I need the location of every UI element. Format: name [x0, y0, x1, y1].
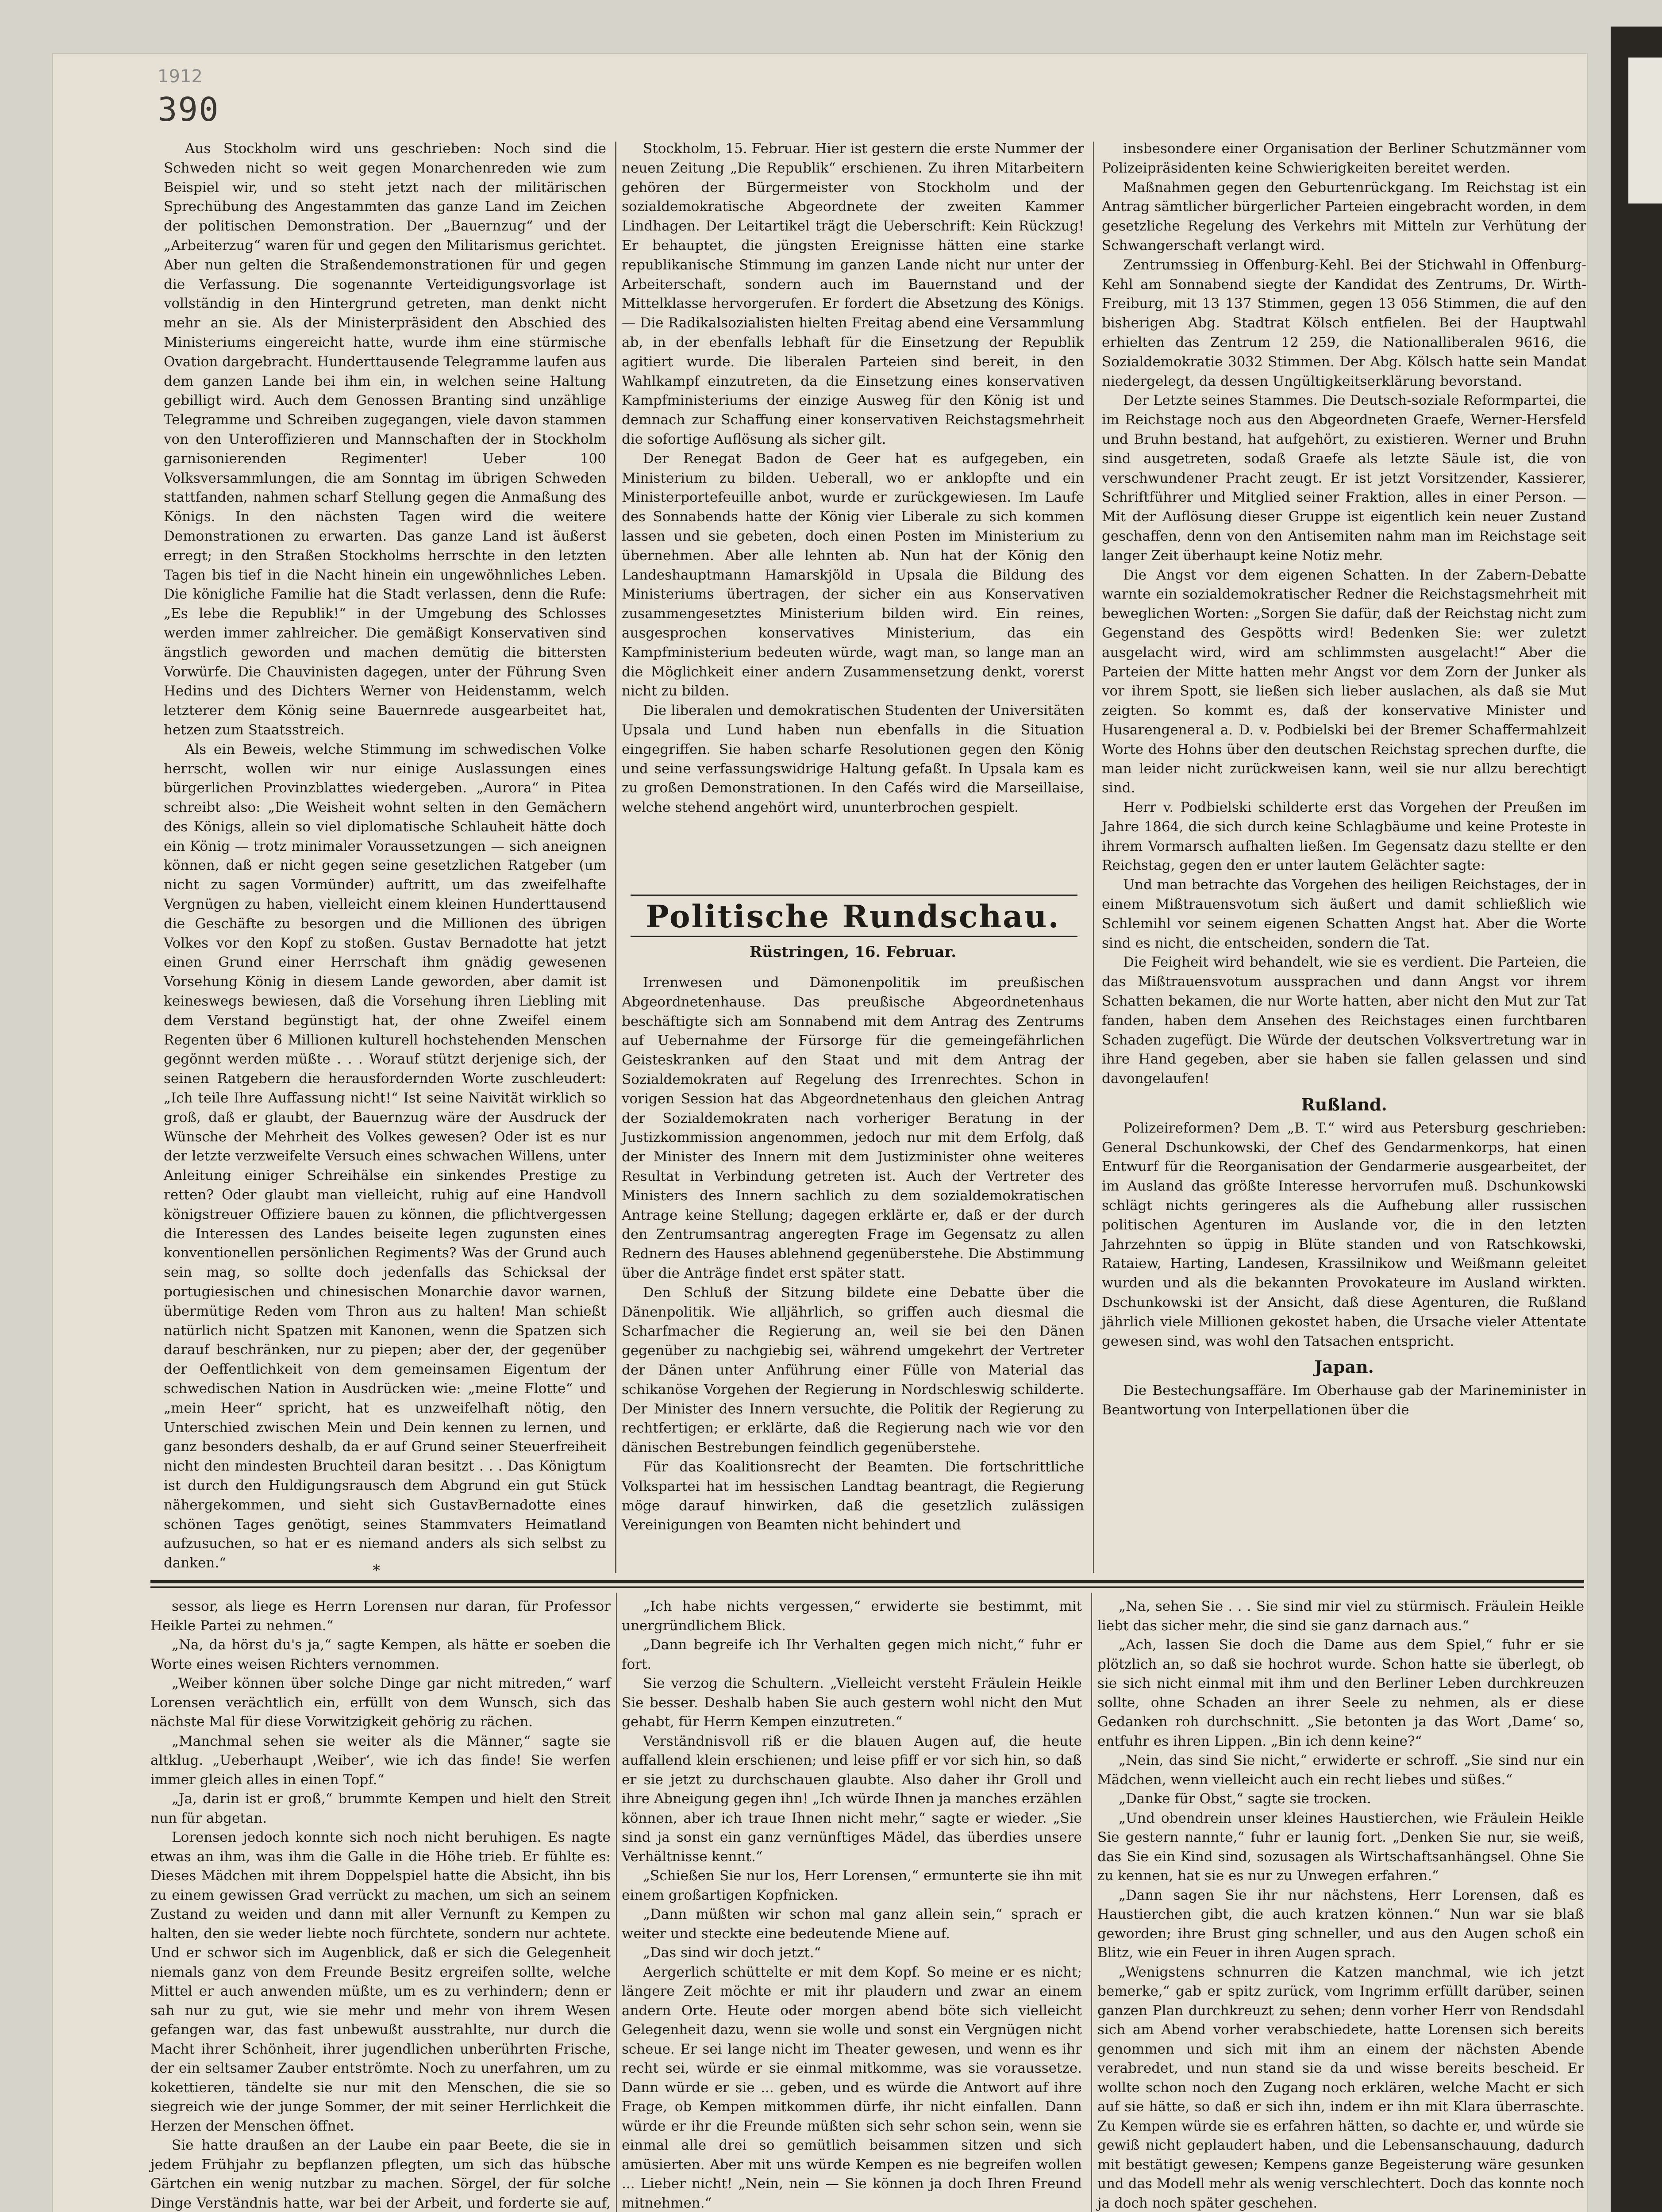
paragraph: „Ach, lassen Sie doch die Dame aus dem Spiel,“ fuhr er sie plötzlich an, so daß sie hochrot wurde. Schon hatte sie überlegt, ob sie sich nicht einmal mit ihm und den Berliner Leben durchkreuzen sollte, ohne Schaden an ihrer Seele zu nehmen, als er diese Gedanken roh durchschnitt. „Sie betonten ja das Wort ‚Dame‘ so, entfuhr es ihren Lippen. „Bin ich denn keine?“ — [1097, 1637, 1584, 1749]
adjacent-page-paper — [1628, 58, 1662, 204]
page-stamp: 1912 — [158, 66, 203, 87]
section-star: * — [373, 1562, 380, 1579]
paragraph: Herr v. Podbielski schilderte erst das Vorgehen der Preußen im Jahre 1864, die sich durch keine Schlagbäume und keine Proteste in ihrem Vormarsch aufhalten ließen. Im Gegensatz dazu stellte er den Reichstag, gegen den er unter lautem Gelächter sagte: — [1102, 799, 1586, 874]
politische-rundschau-title: Politische Rundschau. — [646, 898, 1060, 935]
paragraph: „Na, da hörst du's ja,“ sagte Kempen, als hätte er soeben die Worte eines weisen Richters vernommen. — [150, 1637, 611, 1672]
paragraph: „Nein, das sind Sie nicht,“ erwiderte er schroff. „Sie sind nur ein Mädchen, wenn vielleicht auch ein recht liebes und süßes.“ — [1097, 1752, 1584, 1788]
paragraph: „Dann begreife ich Ihr Verhalten gegen mich nicht,“ fuhr er fort. — [622, 1637, 1082, 1672]
paragraph: „Das sind wir doch jetzt.“ — [643, 1945, 821, 1961]
paragraph: „Manchmal sehen sie weiter als die Männer,“ sagte sie altklug. „Ueberhaupt ‚Weiber‘, wie ich das finde! Sie werfen immer gleich alles in einen Topf.“ — [150, 1733, 611, 1788]
paragraph: Den Schluß der Sitzung bildete eine Debatte über die Dänenpolitik. Wie alljährlich, so griffen auch diesmal die Scharfmacher die Regierung an, weil sie bei den Dänen gegenüber zu nachgiebig sei, während umgekehrt der Vertreter der Dänen unter Anführung einer Fülle von Material das schikanöse Vorgehen der Regierung in Nordschleswig schilderte. Der Minister des Innern versuchte, die Politik der Regierung zu rechtfertigen; er erklärte, daß die Regierung nach wie vor den dänischen Bestrebungen feindlich gegenüberstehe. — [622, 1284, 1084, 1456]
paragraph: „Na, sehen Sie . . . Sie sind mir viel zu stürmisch. Fräulein Heikle liebt das sicher mehr, die sind sie ganz darnach aus.“ — [1097, 1598, 1584, 1634]
paragraph: Die liberalen und demokratischen Studenten der Universitäten Upsala und Lund haben nun ebenfalls in die Situation eingegriffen. Sie haben scharfe Resolutionen gegen den König und seine verfassungswidrige Haltung gefaßt. In Upsala kam es zu großen Demonstrationen. In den Cafés wird die Marseillaise, welche stehend angehört wird, ununterbrochen gespielt. — [622, 703, 1084, 816]
paragraph: „Wenigstens schnurren die Katzen manchmal, wie ich jetzt bemerke,“ gab er spitz zurück, vom Ingrimm erfüllt darüber, seinen ganzen Plan durchkreuzt zu sehen; denn vorher Herr von Rendsdahl sich am Abend vorher verabschiedete, hatte Lorensen sich bereits genommen und sich mit ihm an einem der nächsten Abende verabredet, und nun stand sie da und wisse bereits bescheid. Er wollte schon noch den Zugang noch erklären, welche Macht er sich auf sie hätte, so daß er sich ihn, indem er ihn mit Klara überraschte. Zu Kempen würde sie es erfahren hätten, so dachte er, und würde sie gewiß nicht geplaudert haben, und die Lebensanschauung, dadurch mit bestätigt gewesen; Kempens ganze Begeisterung wäre gesunken und das Modell mehr als wenig verschlechtert. Doch das konnte noch ja doch noch später geschehen. — [1097, 1964, 1584, 2211]
rundschau-column — [622, 973, 1084, 1535]
paragraph: Für das Koalitionsrecht der Beamten. Die fortschrittliche Volkspartei hat im hessischen Landtag beantragt, die Regierung möge darauf hinwirken, daß die gesetzlich zulässigen Vereinigungen von Beamten nicht behindert und — [622, 1459, 1084, 1533]
paragraph: Der Renegat Badon de Geer hat es aufgegeben, ein Ministerium zu bilden. Ueberall, wo er anklopfte und ein Ministerportefeuille anbot, wurde er zurückgewiesen. Im Laufe des Sonnabends hatte der König vier Liberale zu sich kommen lassen und sie gebeten, doch einen Posten im Ministerium zu übernehmen. Aber alle lehnten ab. Nun hat der König den Landeshauptmann Hamarskjöld in Upsala die Bildung des Ministeriums übertragen, der sicher ein aus Konservativen zusammengesetztes Ministerium bilden wird. Ein reines, ausgesprochen konservatives Ministerium, das ein Kampfministerium bedeuten würde, wagt man, so lange man an die Möglichkeit einer andern Zusammensetzung denkt, vorerst nicht zu bilden. — [622, 450, 1084, 699]
paragraph: insbesondere einer Organisation der Berliner Schutzmänner vom Polizeipräsidenten keine Schwierigkeiten bereitet werden. — [1102, 141, 1586, 176]
japan-title: Japan. — [1314, 1357, 1374, 1377]
paragraph: Aergerlich schüttelte er mit dem Kopf. So meine er es nicht; längere Zeit möchte er mit ihr plaudern und zwar an einem andern Orte. Heute oder morgen abend böte sich vielleicht Gelegenheit dazu, wenn sie wolle und sonst ein Vergnügen nicht scheue. Er sei lange nicht im Theater gewesen, und wenn es ihr recht sei, würde er sie einmal mitkomme, was sie voraussetze. Dann würde er sie ... geben, und es würde die Antwort auf ihre Frage, ob Kempen mitkommen dürfe, ihr nicht einfallen. Dann würde er ihr die Freunde müßten sich sehr schon sein, wenn sie einmal alle drei so gemütlich beisammen sitzen und sich amüsierten. Aber mit uns würde Kempen es nie begreifen wollen ... Lieber nicht! „Nein, nein — Sie können ja doch Ihren Freund mitnehmen.“ — [622, 1964, 1082, 2211]
paragraph: Zentrumssieg in Offenburg-Kehl. Bei der Stichwahl in Offenburg-Kehl am Sonnabend siegte der Kandidat des Zentrums, Dr. Wirth-Freiburg, mit 13 137 Stimmen, gegen 13 056 Stimmen, die auf den bisherigen Abg. Stadtrat Kölsch entfielen. Bei der Hauptwahl erhielten das Zentrum 12 259, die Nationalliberalen 9616, die Sozialdemokratie 3032 Stimmen. Der Abg. Kölsch hatte sein Mandat niedergelegt, da dessen Ungültigkeitserklärung bevorstand. — [1102, 257, 1586, 389]
paragraph: Die Bestechungsaffäre. Im Oberhause gab der Marineminister in Beantwortung von Interpellationen über die — [1102, 1382, 1586, 1418]
paragraph: Lorensen jedoch konnte sich noch nicht beruhigen. Es nagte etwas an ihm, was ihm die Galle in die Höhe trieb. Er fühlte es: Dieses Mädchen mit ihrem Doppelspiel hatte die Absicht, ihn bis zu einem gewissen Grad verrückt zu machen, um sich an seinem Zustand zu weiden und dann mit aller Vernunft zu Kempen zu halten, den sie weder liebte noch fürchtete, sondern nur achtete. Und er schwor sich im Augenblick, daß er sich die Gelegenheit niemals ganz von dem Freunde Besitz ergreifen sollte, welche Mittel er auch anwenden müßte, um es zu verhindern; denn er sah nur zu gut, wie sie mehr und mehr von ihrem Wesen gefangen war, das fast unbewußt ausstrahlte, nur durch die Macht ihrer Schönheit, ihrer jugendlichen unberührten Frische, der ein seltsamer Zauber entströmte. Noch zu unerfahren, um zu kokettieren, tändelte sie nur mit den Menschen, die sie so siegreich wie der junge Sommer, der mit seiner Herrlichkeit die Herzen der Menschen öffnet. — [150, 1829, 611, 2134]
paragraph: Sie verzog die Schultern. „Vielleicht versteht Fräulein Heikle Sie besser. Deshalb haben Sie auch gestern wohl nicht den Mut gehabt, für Herrn Kempen einzutreten.“ — [622, 1675, 1082, 1730]
feuilleton-rule-thin — [150, 1586, 1584, 1588]
paragraph: Verständnisvoll riß er die blauen Augen auf, die heute auffallend klein erschienen; und leise pfiff er vor sich hin, so daß er sie jetzt zu durchschauen glaubte. Also daher ihr Groll und ihre Abneigung gegen ihn! „Ich würde Ihnen ja manches erzählen können, aber ich traue Ihnen nicht mehr,“ sagte er wieder. „Sie sind ja sonst ein ganz vernünftiges Mädel, das überdies unsere Verhältnisse kennt.“ — [622, 1733, 1082, 1865]
adjacent-page-edge — [1611, 27, 1662, 2212]
column-divider — [1091, 1593, 1092, 2212]
paragraph: „Weiber können über solche Dinge gar nicht mitreden,“ warf Lorensen verächtlich ein, erfüllt von dem Wunsch, sich das nächste Mal für diese Vorwitzigkeit gehörig zu rächen. — [150, 1675, 611, 1730]
paragraph: Als ein Beweis, welche Stimmung im schwedischen Volke herrscht, wollen wir nur einige Auslassungen eines bürgerlichen Provinzblattes wiedergeben. „Aurora“ in Pitea schreibt also: „Die Weisheit wohnt selten in den Gemächern des Königs, allein so viel diplomatische Schlauheit hätte doch ein König — trotz minimaler Voraussetzungen — sich aneignen können, daß er nicht gegen seine gesetzlichen Ratgeber (um nicht zu sagen Vormünder) auftritt, um das zweifelhafte Vergnügen zu haben, vielleicht einem kleinen Hunderttausend die Geschäfte zu besorgen und die Millionen des übrigen Volkes vor den Kopf zu stoßen. Gustav Bernadotte hat jetzt einen Grund einer Herrschaft ihm gnädig gewesenen Vorsehung König in diesem Lande geworden, aber damit ist keineswegs bewiesen, daß die Vorsehung ihren Liebling mit dem Verstand begünstigt hat, der ohne Zweifel einem Regenten über 6 Millionen kulturell hochstehenden Menschen gegönnt werden müßte . . . Worauf stützt derjenige sich, der seinen Ratgebern die herausfordernden Worte zuschleudert: „Ich teile Ihre Auffassung nicht!“ Ist seine Naivität wirklich so groß, daß er glaubt, der Bauernzug wäre der Ausdruck der Wünsche der Mehrheit des Volkes gewesen? Oder ist es nur der letzte verzweifelte Versuch eines schwachen Willens, unter Anleitung einiger Schreihälse ein sinkendes Prestige zu retten? Oder glaubt man vielleicht, ruhig auf eine Handvoll königstreuer Offiziere bauen zu können, die pflichtvergessen die Interessen des Landes beiseite legen zugunsten eines konventionellen persönlichen Regiments? Was der Grund auch sein mag, so sollte doch jedenfalls das Schicksal der portugiesischen und chinesischen Monarchie davor warnen, übermütige Reden vom Thron aus zu halten! Man schießt natürlich nicht Spatzen mit Kanonen, wenn die Spatzen sich darauf beschränken, nur zu piepen; aber der, der gegenüber der Oeffentlichkeit von dem gemeinsamen Eigentum der schwedischen Nation in Ausdrücken wie: „meine Flotte“ und „mein Heer“ spricht, hat es unzweifelhaft nötig, den Unterschied zwischen Mein und Dein kennen zu lernen, und ganz besonders deshalb, da er auf Grund seiner Steuerfreiheit nicht den mindesten Bruchteil daran besitzt . . . Das Königtum ist durch den Huldigungsrausch dem Abgrund ein gut Stück nähergekommen, und sieht sich GustavBernadotte eines schönen Tages genötigt, seines Stammvaters Heimatland aufzusuchen, so hat er es niemand anders als sich selbst zu danken.“ — [164, 741, 606, 1571]
title-rule-top — [631, 895, 1077, 896]
paragraph: Die Feigheit wird behandelt, wie sie es verdient. Die Parteien, die das Mißtrauensvotum aussprachen und dann Angst vor ihrem Schatten bekamen, die nur Worte hatten, aber nicht den Mut zur Tat fanden, haben dem Ansehen des Reichstages einen furchtbaren Schaden zugefügt. Die Würde der deutschen Volksvertretung war in ihre Hand gegeben, aber sie haben sie fallen gelassen und sind davongelaufen! — [1102, 954, 1586, 1087]
page-number: 390 — [158, 91, 219, 129]
paragraph: Aus Stockholm wird uns geschrieben: Noch sind die Schweden nicht so weit gegen Monarchenreden wie zum Beispiel wir, und so steht jetzt nach der militärischen Sprechübung des Angestammten das ganze Land im Zeichen der politischen Demonstration. Der „Bauernzug“ und der „Arbeiterzug“ waren für und gegen den Militarismus gerichtet. Aber nun gelten die Straßendemonstrationen für und gegen die Verfassung. Die sogenannte Verteidigungsvorlage ist vollständig in den Hintergrund getreten, man denkt nicht mehr an sie. Als der Ministerpräsident den Abschied des Ministeriums eingereicht hatte, wurde ihm eine stürmische Ovation dargebracht. Hunderttausende Telegramme laufen aus dem ganzen Lande bei ihm ein, in welchen seine Haltung gebilligt wird. Auch dem Genossen Branting sind unzählige Telegramme und Schreiben zugegangen, viele davon stammen von den Unteroffizieren und Mannschaften der in Stockholm garnisonierenden Regimenter! Ueber 100 Volksversammlungen, die am Sonntag im übrigen Schweden stattfanden, nahmen scharf Stellung gegen die Anmaßung des Königs. In den nächsten Tagen wird die weitere Demonstrationen zu erwarten. Das ganze Land ist äußerst erregt; in den Straßen Stockholms herrschte in den letzten Tagen bis tief in die Nacht hinein ein ungewöhnliches Leben. Die königliche Familie hat die Stadt verlassen, denn die Rufe: „Es lebe die Republik!“ in der Umgebung des Schlosses werden immer zahlreicher. Die gemäßigt Konservativen sind ängstlich geworden und machen demütig die bittersten Vorwürfe. Die Chauvinisten dagegen, unter der Führung Sven Hedins und des Dichters Werner von Heidenstamm, welch letzterer dem König seine Bauernrede ausgearbeitet hat, hetzen zum Staatsstreich. — [164, 141, 606, 738]
paragraph: „Dann müßten wir schon mal ganz allein sein,“ sprach er weiter und steckte eine bedeutende Miene auf. — [622, 1906, 1082, 1942]
paragraph: „Danke für Obst,“ sagte sie trocken. — [1119, 1791, 1371, 1807]
paragraph: Und man betrachte das Vorgehen des heiligen Reichstages, der in einem Mißtrauensvotum sich äußert und damit schließlich wie Schlemihl vor seinem eigenen Schatten Angst hat. Aber die Worte sind es nicht, die entscheiden, sondern die Tat. — [1102, 877, 1586, 951]
paragraph: Irrenwesen und Dämonenpolitik im preußischen Abgeordnetenhause. Das preußische Abgeordnetenhaus beschäftigte sich am Sonnabend mit dem Antrag des Zentrums auf Uebernahme der Fürsorge für die gemeingefährlichen Geisteskranken auf den Staat und mit dem Antrag der Sozialdemokraten auf Regelung des Irrenrechtes. Schon in vorigen Session hat das Abgeordnetenhaus den gleichen Antrag der Sozialdemokraten nach vorheriger Beratung in der Justizkommission angenommen, jedoch nur mit dem Erfolg, daß der Minister des Innern mit dem Justizminister ohne weiteres Resultat in Verbindung getreten ist. Auch der Vertreter des Ministers des Innern sachlich zu dem sozialdemokratischen Antrage keine Stellung; dagegen erklärte er, daß er der durch den Zentrumsantrag angeregten Frage im Gegensatz zu allen Rednern des Hauses ablehnend gegenüberstehe. Die Abstimmung über die Anträge findet erst später statt. — [622, 975, 1084, 1281]
paragraph: „Dann sagen Sie ihr nur nächstens, Herr Lorensen, daß es Haustierchen gibt, die auch kratzen können.“ Nun war sie blaß geworden; ihre Brust ging schneller, und aus den Augen schoß ein Blitz, wie ein Feuer in ihren Augen sprach. — [1097, 1887, 1584, 1961]
feuilleton-rule — [150, 1580, 1584, 1583]
title-rule-bottom — [631, 936, 1077, 937]
column-divider — [615, 142, 616, 1573]
column-1 — [164, 139, 606, 1573]
paragraph: Die Angst vor dem eigenen Schatten. In der Zabern-Debatte warnte ein sozialdemokratischer Redner die Reichstagsmehrheit mit beweglichen Worten: „Sorgen Sie dafür, daß der Reichstag nicht zum Gegenstand des Gespötts wird! Bedenken Sie: wer zuletzt ausgelacht wird, wird am schlimmsten ausgelacht!“ Aber die Parteien der Mitte hatten mehr Angst vor dem Zorn der Junker als vor ihrem Spott, sie ließen sich lieber auslachen, als daß sie Mut zeigten. So kommt es, daß der konservative Minister und Husarengeneral a. D. v. Podbielski bei der Bremer Schaffermahlzeit Worte des Hohns über den deutschen Reichstag sprechen durfte, die man leider nicht zurückweisen kann, weil sie nur allzu berechtigt sind. — [1102, 567, 1586, 796]
paragraph: „Ich habe nichts vergessen,“ erwiderte sie bestimmt, mit unergründlichem Blick. — [622, 1598, 1082, 1634]
column-3 — [1102, 139, 1586, 1420]
column-divider — [1093, 142, 1094, 1573]
paragraph: Polizeireformen? Dem „B. T.“ wird aus Petersburg geschrieben: General Dschunkowski, der Chef des Gendarmenkorps, hat einen Entwurf für die Reorganisation der Gendarmerie ausgearbeitet, der im Ausland das größte Interesse hervorrufen muß. Dschunkowski schlägt nichts geringeres als die Aufhebung aller russischen politischen Agenturen im Auslande vor, die in den letzten Jahrzehnten so üppig in Blüte standen und von Ratschkowski, Rataiew, Harting, Landesen, Krassilnikow und Weißmann geleitet wurden und als die bekannten Provokateure im Ausland wirkten. Dschunkowski ist der Ansicht, daß diese Agenturen, die Rußland jährlich viele Millionen gekostet haben, die Ursache vieler Attentate gewesen sind, was wohl den Tatsachen entspricht. — [1102, 1120, 1586, 1349]
paragraph: „Ja, darin ist er groß,“ brummte Kempen und hielt den Streit nun für abgetan. — [150, 1791, 611, 1826]
paragraph: „Schießen Sie nur los, Herr Lorensen,“ ermunterte sie ihn mit einem großartigen Kopfnicken. — [622, 1868, 1082, 1903]
paragraph: Stockholm, 15. Februar. Hier ist gestern die erste Nummer der neuen Zeitung „Die Republik“ erschienen. Zu ihren Mitarbeitern gehören der Bürgermeister von Stockholm und der sozialdemokratische Abgeordnete der zweiten Kammer Lindhagen. Der Leitartikel trägt die Ueberschrift: Kein Rückzug! Er behauptet, die jüngsten Ereignisse hätten eine starke republikanische Stimmung im ganzen Lande nicht nur unter der Arbeiterschaft, sondern auch im Bauernstand und der Mittelklasse hervorgerufen. Er fordert die Absetzung des Königs. — Die Radikalsozialisten hielten Freitag abend eine Versammlung ab, in der ebenfalls lebhaft für die Einsetzung der Republik agitiert wurde. Die liberalen Parteien sind bereit, in den Wahlkampf einzutreten, da die Einsetzung eines konservativen Kampfministeriums der einzige Ausweg für den König ist und demnach zur Schaffung einer konservativen Reichstagsmehrheit die sofortige Auflösung als sicher gilt. — [622, 141, 1084, 447]
feuilleton-column-1 — [150, 1597, 611, 2212]
paragraph: Sie hatte draußen an der Laube ein paar Beete, die sie in jedem Frühjahr zu bepflanzen pflegten, um sich das hübsche Gärtchen ein wenig nutzbar zu machen. Sörgel, der für solche Dinge Verständnis hatte, war bei der Arbeit, und forderte sie auf, — [150, 2137, 611, 2211]
column-divider — [616, 1593, 617, 2212]
russland-title: Rußland. — [1301, 1094, 1387, 1115]
dateline: Rüstringen, 16. Februar. — [749, 943, 957, 961]
paragraph: Der Letzte seines Stammes. Die Deutsch-soziale Reformpartei, die im Reichstage noch aus den Abgeordneten Graefe, Werner-Hersfeld und Bruhn bestand, hat aufgehört, zu existieren. Werner und Bruhn sind ausgetreten, sodaß Graefe als letzte Säule ist, die von verschwundener Pracht zeugt. Er ist jetzt Vorsitzender, Kassierer, Schriftführer und Mitglied seiner Fraktion, alles in einer Person. — Mit der Auflösung dieser Gruppe ist eigentlich kein neuer Zustand geschaffen, denn von den Antisemiten nahm man im Reichstage seit langer Zeit überhaupt keine Notiz mehr. — [1102, 392, 1586, 564]
paragraph: Maßnahmen gegen den Geburtenrückgang. Im Reichstag ist ein Antrag sämtlicher bürgerlicher Parteien eingebracht worden, in dem gesetzliche Regelung des Verkehrs mit Mitteln zur Verhütung der Schwangerschaft verlangt wird. — [1102, 179, 1586, 253]
column-2 — [622, 139, 1084, 818]
paragraph: sessor, als liege es Herrn Lorensen nur daran, für Professor Heikle Partei zu nehmen.“ — [150, 1598, 611, 1634]
feuilleton-column-3 — [1097, 1597, 1584, 2212]
paragraph: „Und obendrein unser kleines Haustierchen, wie Fräulein Heikle Sie gestern nannte,“ fuhr er launig fort. „Denken Sie nur, sie weiß, das Sie ein Kind sind, sozusagen als Wirtschaftsanhängsel. Ohne Sie zu kennen, hat sie es nur zu Unwegen erfahren.“ — [1097, 1810, 1584, 1884]
feuilleton-column-2 — [622, 1597, 1082, 2212]
